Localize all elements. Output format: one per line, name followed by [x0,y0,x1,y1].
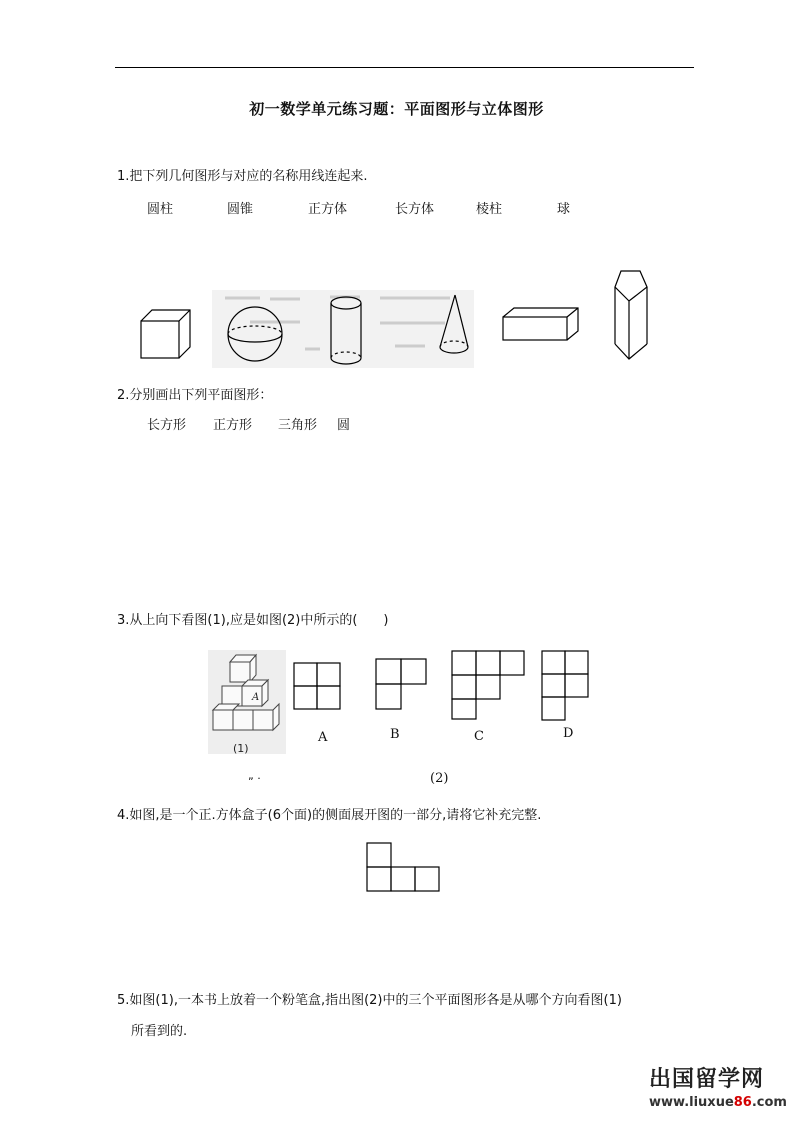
cube-net-partial [367,843,439,891]
watermark-url [649,1095,787,1110]
question-5-text-line2: 所看到的. [131,1024,188,1039]
watermark-title: 出国留学网 [649,1067,765,1092]
name-cube: 正方体 [308,202,348,217]
name-prism: 棱柱 [476,202,503,217]
question-4-text: 4.如图,是一个正.方体盒子(6个面)的侧面展开图的一部分,请将它补充完整. [117,808,542,823]
name-cuboid: 长方体 [395,202,435,217]
shape-square: 正方形 [213,418,253,433]
site-watermark [633,1060,793,1122]
cube-face-letter: A [252,692,260,703]
name-sphere: 球 [557,202,571,217]
question-5-text-line1: 5.如图(1),一本书上放着一个粉笔盒,指出图(2)中的三个平面图形各是从哪个方向看图(1) [117,993,622,1008]
option-b-label: B [390,727,400,742]
shape-rectangle: 长方形 [147,418,187,433]
option-a-label: A [318,730,328,745]
figure-1-label: (1) [233,742,249,755]
name-cone: 圆锥 [227,202,254,217]
figure-2-label: (2) [430,771,449,786]
question-2-text: 2.分别画出下列平面图形： [117,388,273,403]
stray-marks: „ . [248,769,261,782]
name-cylinder: 圆柱 [147,202,174,217]
watermark-url-part2: 86 [733,1095,752,1110]
question-3-text: 3.从上向下看图(1),应是如图(2)中所示的( ) [117,613,389,628]
question-1-text: 1.把下列几何图形与对应的名称用线连起来. [117,169,368,184]
page-title: 初一数学单元练习题：平面图形与立体图形 [249,100,544,118]
option-d-label: D [563,726,574,741]
shape-triangle: 三角形 [278,418,318,433]
watermark-url-part3: .com [751,1095,787,1110]
option-c-label: C [474,729,484,744]
shape-circle: 圆 [337,418,351,433]
watermark-url-part1: www.liuxue [649,1095,734,1110]
